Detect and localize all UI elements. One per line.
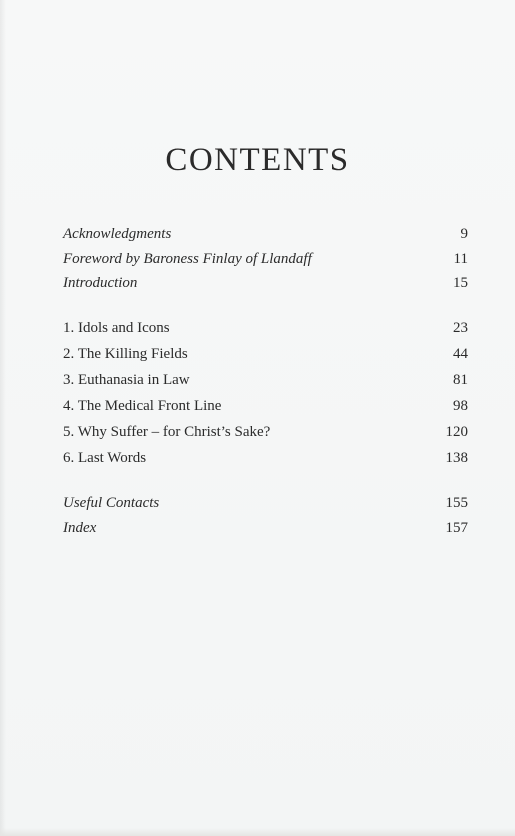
toc-entry-page: 81 xyxy=(453,372,468,388)
contents-heading: CONTENTS xyxy=(165,142,350,178)
toc-entry-title: Introduction xyxy=(63,275,138,291)
toc-entry-page: 157 xyxy=(445,520,468,536)
page-edge-shadow xyxy=(0,0,6,836)
toc-entry-page: 44 xyxy=(453,346,468,362)
toc-entry-acknowledgments[interactable] xyxy=(63,224,468,244)
toc-entry-chapter-1[interactable] xyxy=(63,318,468,338)
toc-entry-page: 155 xyxy=(445,495,468,511)
toc-entry-chapter-5[interactable] xyxy=(63,422,468,442)
toc-entry-title: 4. The Medical Front Line xyxy=(63,398,222,414)
toc-entry-page: 120 xyxy=(445,424,468,440)
toc-entry-title: Acknowledgments xyxy=(63,226,172,242)
toc-entry-page: 98 xyxy=(453,398,468,414)
toc-entry-page: 138 xyxy=(445,450,468,466)
toc-entry-index[interactable] xyxy=(63,518,468,538)
toc-entry-chapter-2[interactable] xyxy=(63,344,468,364)
page-bottom-edge xyxy=(0,828,515,836)
toc-entry-title: 2. The Killing Fields xyxy=(63,346,188,362)
toc-entry-introduction[interactable] xyxy=(63,273,468,293)
toc-entry-title: 3. Euthanasia in Law xyxy=(63,372,190,388)
toc-entry-useful-contacts[interactable] xyxy=(63,493,468,513)
toc-entry-title: 1. Idols and Icons xyxy=(63,320,170,336)
toc-entry-chapter-3[interactable] xyxy=(63,370,468,390)
toc-entry-page: 9 xyxy=(460,226,468,242)
toc-entry-title: Index xyxy=(63,520,97,536)
toc-entry-title: Useful Contacts xyxy=(63,495,160,511)
toc-entry-page: 11 xyxy=(453,251,468,267)
toc-entry-chapter-6[interactable] xyxy=(63,448,468,468)
toc-entry-title: Foreword by Baroness Finlay of Llandaff xyxy=(63,251,312,267)
toc-entry-title: 5. Why Suffer – for Christ’s Sake? xyxy=(63,424,271,440)
toc-entry-page: 15 xyxy=(453,275,468,291)
toc-entry-chapter-4[interactable] xyxy=(63,396,468,416)
toc-entry-page: 23 xyxy=(453,320,468,336)
toc-entry-foreword[interactable] xyxy=(63,249,468,269)
toc-entry-title: 6. Last Words xyxy=(63,450,147,466)
